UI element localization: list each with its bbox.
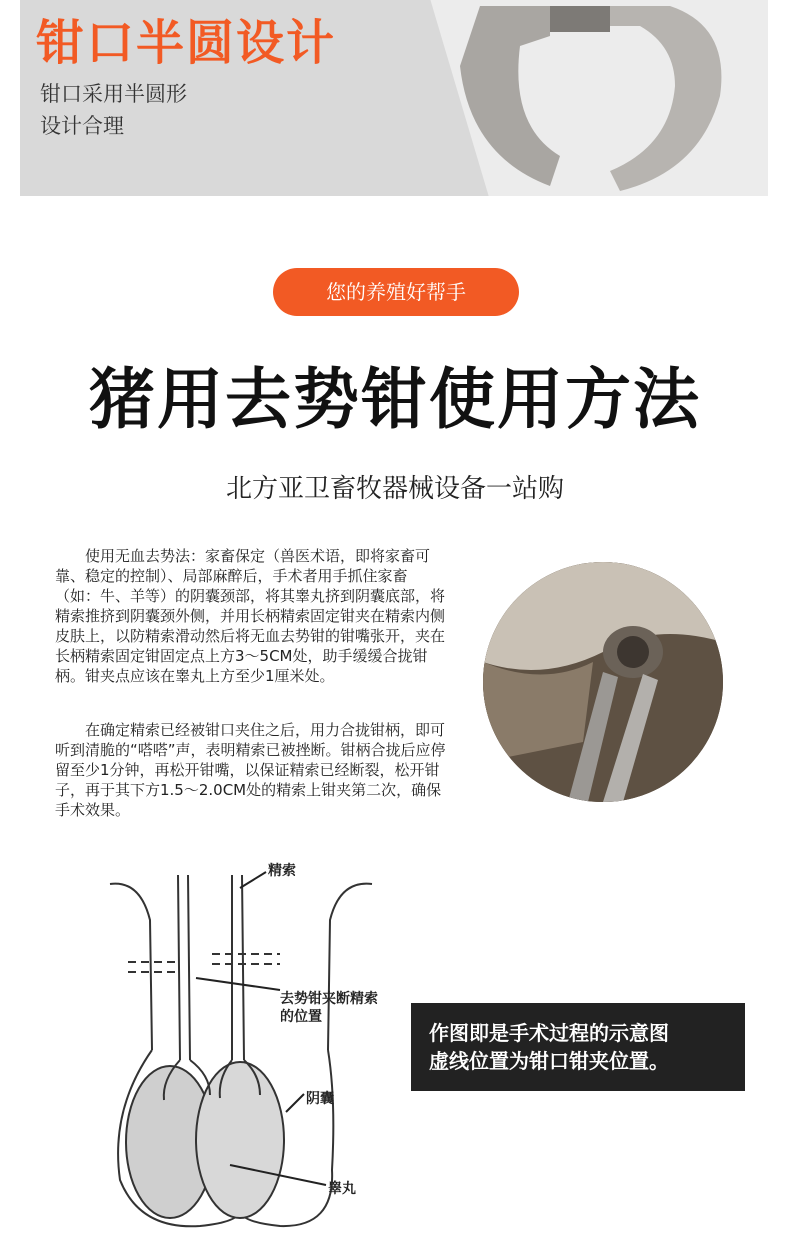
castration-diagram	[100, 850, 420, 1236]
label-testis: 睾丸	[328, 1181, 356, 1197]
instruction-paragraph-2: 在确定精索已经被钳口夹住之后，用力合拢钳柄，即可听到清脆的“嗒嗒”声，表明精索已被挫断。钳柄合拢后应停留至少1分钟，再松开钳嘴，以保证精索已经断裂，松开钳子，再于其下方1.5～2.0CM处的精索上钳夹第二次，确保手术效果。	[55, 721, 446, 819]
top-banner	[20, 0, 768, 196]
page-headline: 猪用去势钳使用方法	[89, 361, 701, 438]
scrotum-diagram-icon	[100, 850, 420, 1232]
banner-title: 钳口半圆设计	[36, 15, 337, 71]
usage-photo	[483, 562, 723, 802]
page-subheadline: 北方亚卫畜牧器械设备一站购	[225, 474, 564, 504]
note-line: 虚线位置为钳口钳夹位置。	[429, 1049, 669, 1073]
label-spermatic-cord: 精索	[268, 863, 296, 879]
banner-desc-line: 钳口采用半圆形	[40, 82, 187, 106]
pliers-jaw-photo	[380, 0, 768, 196]
label-clamp-position: 去势钳夹断精索 的位置	[280, 991, 378, 1025]
diagram-note-box	[411, 1003, 745, 1091]
banner-desc-line: 设计合理	[40, 114, 124, 138]
banner-description	[40, 78, 187, 142]
label-scrotum: 阴囊	[306, 1091, 334, 1107]
pliers-jaw-icon	[440, 6, 740, 196]
instruction-paragraph-1: 使用无血去势法：家畜保定（兽医术语，即将家畜可靠、稳定的控制）、局部麻醉后，手术者用手抓住家畜（如：牛、羊等）的阴囊颈部，将其睾丸挤到阴囊底部，将精索推挤到阴囊颈外侧，并用长柄精索固定钳夹在精索内侧皮肤上，以防精索滑动然后将无血去势钳的钳嘴张开，夹在长柄精索固定钳固定点上方3～5CM处，助手缓缓合拢钳柄。钳夹点应该在睾丸上方至少1厘米处。	[55, 547, 446, 685]
slogan-pill: 您的养殖好帮手	[273, 268, 519, 316]
note-line: 作图即是手术过程的示意图	[429, 1021, 669, 1045]
